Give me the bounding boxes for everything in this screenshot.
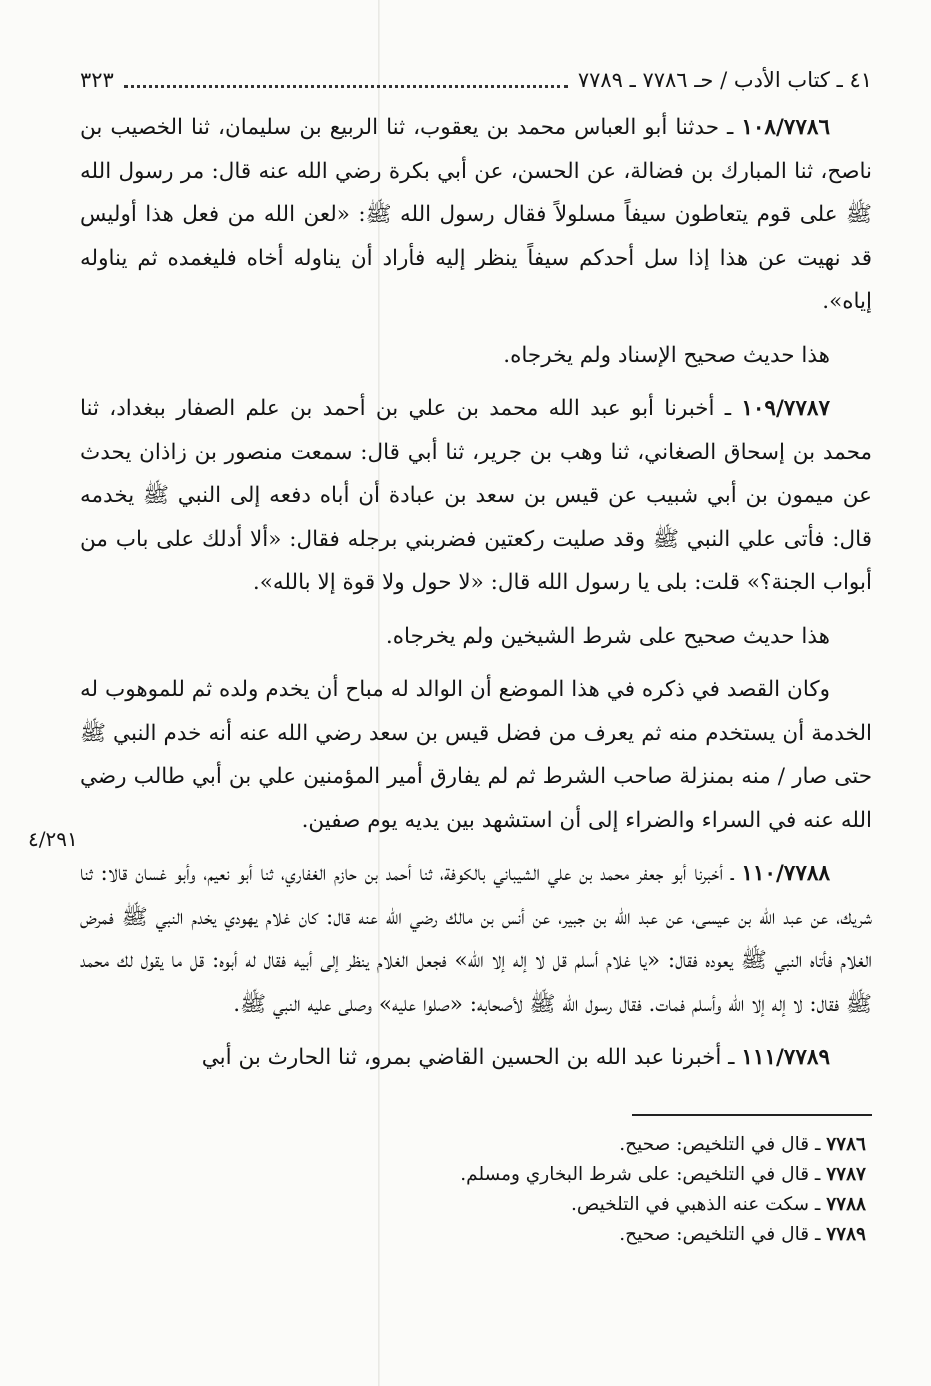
footnote-text: ـ قال في التلخيص: صحيح. bbox=[619, 1223, 827, 1245]
footnote-text: ـ قال في التلخيص: على شرط البخاري ومسلم. bbox=[460, 1163, 827, 1185]
hadith-paragraph bbox=[80, 387, 872, 605]
hadith-number: ١١٠/٧٧٨٨ bbox=[741, 861, 830, 886]
footnote-number: ٧٧٨٩ bbox=[826, 1223, 866, 1245]
page-number: ٣٢٣ bbox=[80, 68, 114, 92]
running-head bbox=[80, 60, 872, 100]
paragraph-text: هذا حديث صحيح على شرط الشيخين ولم يخرجاه. bbox=[385, 623, 830, 649]
footnotes bbox=[80, 1130, 866, 1250]
footnote bbox=[80, 1190, 866, 1220]
footnote-separator bbox=[632, 1114, 872, 1116]
margin-reference: ٤/٢٩١ bbox=[28, 827, 78, 851]
hadith-number: ١٠٨/٧٧٨٦ bbox=[741, 115, 830, 140]
hadith-number: ١١١/٧٧٨٩ bbox=[741, 1045, 830, 1070]
footnote-number: ٧٧٨٦ bbox=[826, 1133, 866, 1155]
grading-paragraph bbox=[80, 334, 872, 378]
hadith-paragraph bbox=[80, 106, 872, 324]
footnote-number: ٧٧٨٨ bbox=[826, 1193, 866, 1215]
paragraph-text: ـ أخبرنا عبد الله بن الحسين القاضي بمرو، ثنا الحارث بن أبي bbox=[201, 1045, 742, 1070]
paragraph-text: وكان القصد في ذكره في هذا الموضع أن الوالد له مباح أن يخدم ولده ثم للموهوب له الخدمة أن يستخدم منه ثم يعرف من فضل قيس بن سعد رضي الله عنه أنه خدم النبي ﷺ حتى صار / منه بمنزلة صاحب الشرط ثم لم يفارق أمير المؤمنين علي بن أبي طالب رضي الله عنه في السراء والضراء إلى أن استشهد بين يديه يوم صفين. bbox=[80, 677, 872, 833]
book-page bbox=[28, 60, 872, 1250]
paragraph-text: هذا حديث صحيح الإسناد ولم يخرجاه. bbox=[503, 342, 830, 368]
leader-dots bbox=[124, 73, 568, 88]
hadith-paragraph bbox=[80, 852, 872, 1026]
footnote bbox=[80, 1160, 866, 1190]
paragraph-text: ـ حدثنا أبو العباس محمد بن يعقوب، ثنا الربيع بن سليمان، ثنا الخصيب بن ناصح، ثنا المبارك بن فضالة، عن الحسن، عن أبي بكرة رضي الله عنه قال: مر رسول الله ﷺ على قوم يتعاطون سيفاً مسلولاً فقال رسول الله ﷺ: «لعن الله من فعل هذا أوليس قد نهيت عن هذا إذا سل أحدكم سيفاً ينظر إليه فأراد أن يناوله أخاه فليغمده ثم يناوله إياه». bbox=[80, 115, 872, 314]
paragraph-text: ـ أخبرنا أبو عبد الله محمد بن علي بن أحمد بن علم الصفار ببغداد، ثنا محمد بن إسحاق الصغاني، ثنا وهب بن جرير، ثنا أبي قال: سمعت منصور بن زاذان يحدث عن ميمون بن أبي شبيب عن قيس بن سعد بن عبادة أن أباه دفعه إلى النبي ﷺ يخدمه قال: فأتى علي النبي ﷺ وقد صليت ركعتين فضربني برجله فقال: «ألا أدلك على باب من أبواب الجنة؟» قلت: بلى يا رسول الله قال: «لا حول ولا قوة إلا بالله». bbox=[80, 396, 872, 595]
footnote bbox=[80, 1220, 866, 1250]
main-text bbox=[28, 106, 872, 1080]
footnote bbox=[80, 1130, 866, 1160]
chapter-title: ٤١ ـ كتاب الأدب / حـ ٧٧٨٦ ـ ٧٧٨٩ bbox=[577, 68, 872, 92]
footnote-text: ـ قال في التلخيص: صحيح. bbox=[619, 1133, 827, 1155]
paragraph-text: ـ أخبرنا أبو جعفر محمد بن علي الشيباني بالكوفة، ثنا أحمد بن حازم الغفاري، ثنا أبو نعيم، وأبو غسان قالا: ثنا شريك، عن عبد الله بن عيسى، عن عبد الله بن جبير، عن أنس بن مالك رضي الله عنه قال: كان غلام يهودي يخدم النبي ﷺ فمرض الغلام فأتاه النبي ﷺ يعوده فقال: «يا غلام أسلم قل لا إله إلا الله» فجعل الغلام ينظر إلى أبيه فقال له أبوه: قل ما يقول لك محمد ﷺ فقال: لا إله إلا الله وأسلم فمات. فقال رسول الله ﷺ لأصحابه: «صلوا عليه» وصلى عليه النبي ﷺ. bbox=[80, 861, 872, 1017]
hadith-paragraph bbox=[80, 1036, 872, 1080]
hadith-number: ١٠٩/٧٧٨٧ bbox=[741, 396, 830, 421]
footnote-text: ـ سكت عنه الذهبي في التلخيص. bbox=[571, 1193, 827, 1215]
grading-paragraph bbox=[80, 615, 872, 659]
footnote-number: ٧٧٨٧ bbox=[826, 1163, 866, 1185]
commentary-paragraph bbox=[80, 668, 872, 842]
